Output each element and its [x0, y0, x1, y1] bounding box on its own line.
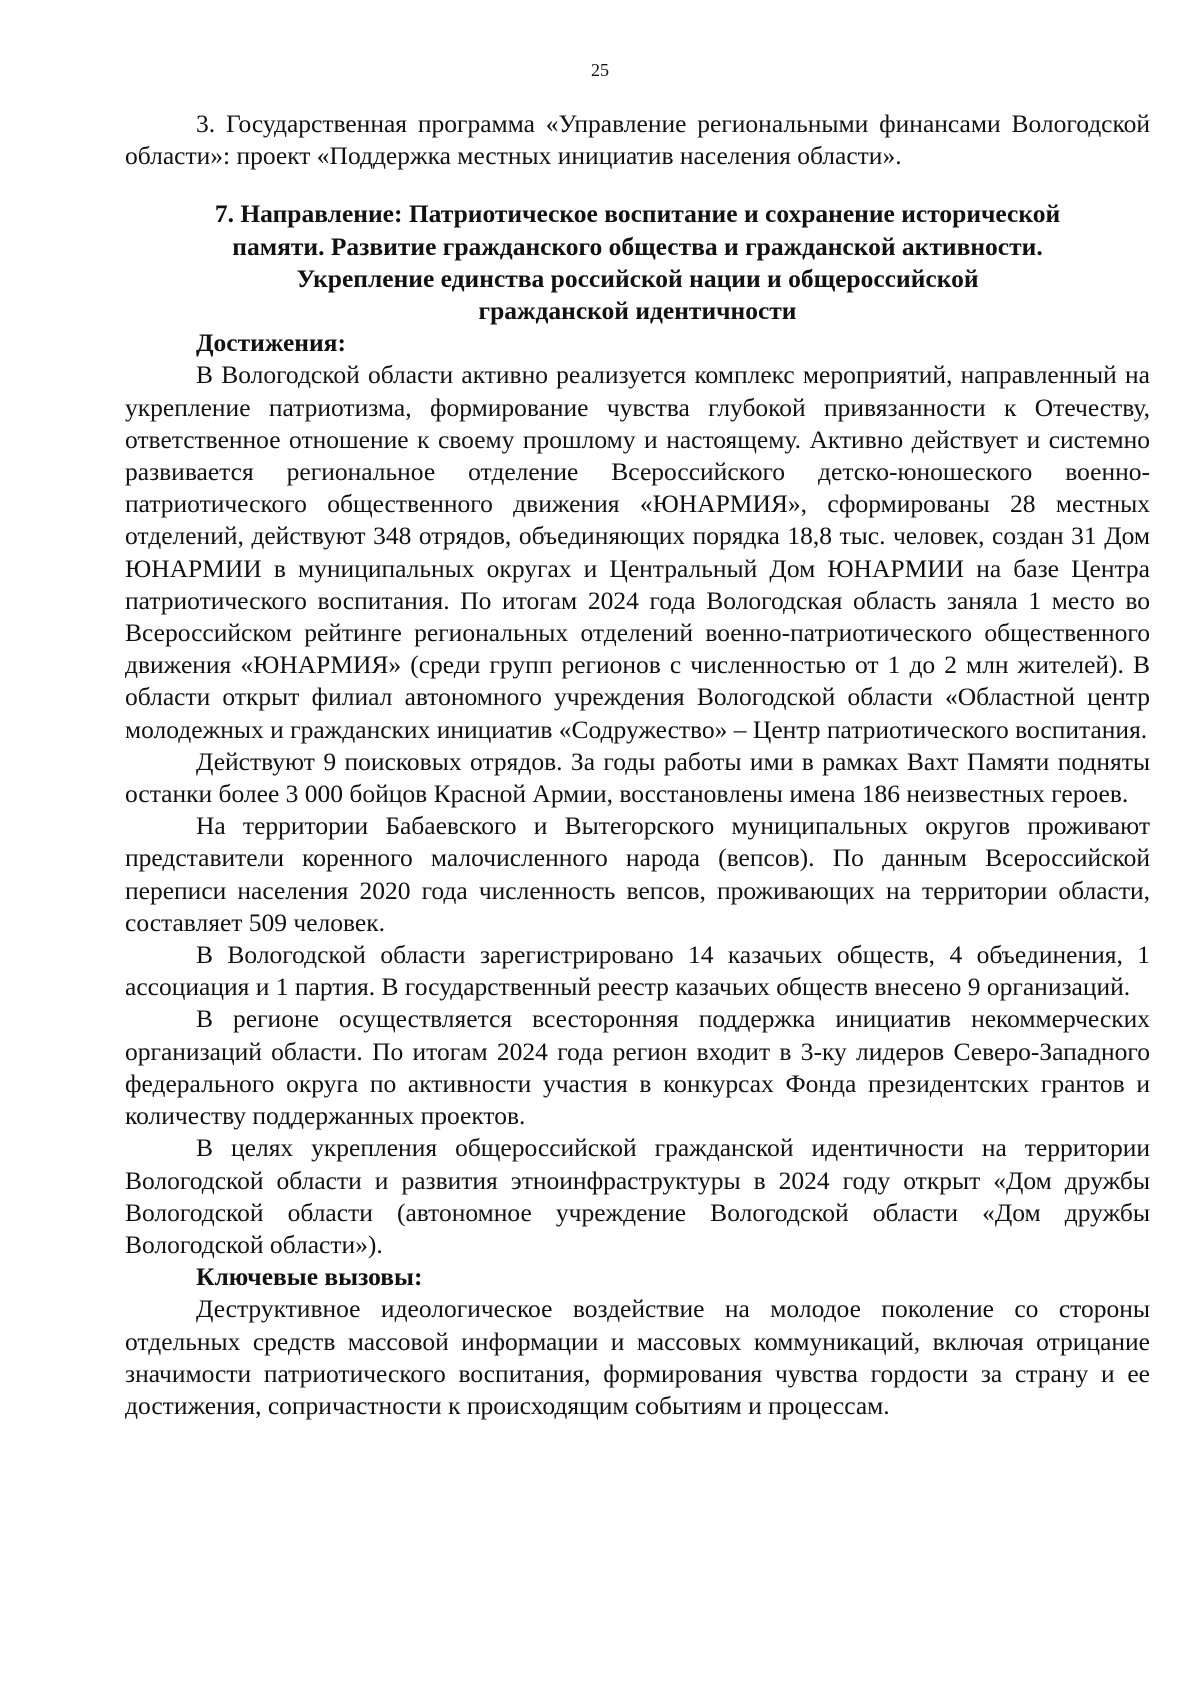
achievements-paragraph: Действуют 9 поисковых отрядов. За годы работы ими в рамках Вахт Памяти подняты останки более 3 000 бойцов Красной Армии, восстановлены имена 186 неизвестных героев. [125, 746, 1150, 809]
achievements-paragraph: На территории Бабаевского и Вытегорского муниципальных округов проживают представители коренного малочисленного народа (вепсов). По данным Всероссийской переписи населения 2020 года численность вепсов, проживающих на территории области, составляет 509 человек. [125, 811, 1150, 937]
achievements-title: Достижения: [196, 328, 346, 358]
page-number: 25 [591, 60, 609, 80]
intro-paragraph: 3. Государственная программа «Управление региональными финансами Вологодской области»: проект «Поддержка местных инициатив населения области». [125, 109, 1150, 171]
section-heading-line: Укрепление единства российской нации и общероссийской [296, 263, 979, 293]
achievements-paragraph: В целях укрепления общероссийской гражданской идентичности на территории Вологодской области и развития этноинфраструктуры в 2024 году открыт «Дом дружбы Вологодской области (автономное учреждение Вологодской области «Дом дружбы Вологодской области»). [125, 1133, 1150, 1259]
challenges-paragraph: Деструктивное идеологическое воздействие на молодое поколение со стороны отдельных средств массовой информации и массовых коммуникаций, включая отрицание значимости патриотического воспитания, формирования чувства гордости за страну и ее достижения, сопричастности к происходящим событиям и процессам. [125, 1294, 1150, 1420]
page-content [125, 108, 1150, 1422]
section-heading-line: гражданской идентичности [478, 296, 797, 326]
section-heading-line: 7. Направление: Патриотическое воспитание и сохранение исторической [214, 199, 1061, 229]
achievements-paragraph: В Вологодской области активно реализуется комплекс мероприятий, направленный на укрепление патриотизма, формирование чувства глубокой привязанности к Отечеству, ответственное отношение к своему прошлому и настоящему. Активно действует и системно развивается региональное отделение Всероссийского детско-юношеского военно-патриотического общественного движения «ЮНАРМИЯ», сформированы 28 местных отделений, действуют 348 отрядов, объединяющих порядка 18,8 тыс. человек, создан 31 Дом ЮНАРМИИ в муниципальных округах и Центральный Дом ЮНАРМИИ на базе Центра патриотического воспитания. По итогам 2024 года Вологодская область заняла 1 место во Всероссийском рейтинге региональных отделений военно-патриотического общественного движения «ЮНАРМИЯ» (среди групп регионов с численностью от 1 до 2 млн жителей). В области открыт филиал автономного учреждения Вологодской области «Областной центр молодежных и гражданских инициатив «Содружество» – Центр патриотического воспитания. [125, 360, 1150, 744]
section-heading-line: памяти. Развитие гражданского общества и гражданской активности. [232, 231, 1043, 261]
achievements-paragraph: В Вологодской области зарегистрировано 14 казачьих обществ, 4 объединения, 1 ассоциация и 1 партия. В государственный реестр казачьих обществ внесено 9 организаций. [125, 940, 1150, 1002]
achievements-paragraph: В регионе осуществляется всесторонняя поддержка инициатив некоммерческих организаций области. По итогам 2024 года регион входит в 3-ку лидеров Северо-Западного федерального округа по активности участия в конкурсах Фонда президентских грантов и количеству поддержанных проектов. [125, 1004, 1150, 1131]
section-heading [125, 198, 1150, 327]
challenges-title: Ключевые вызовы: [196, 1262, 423, 1292]
